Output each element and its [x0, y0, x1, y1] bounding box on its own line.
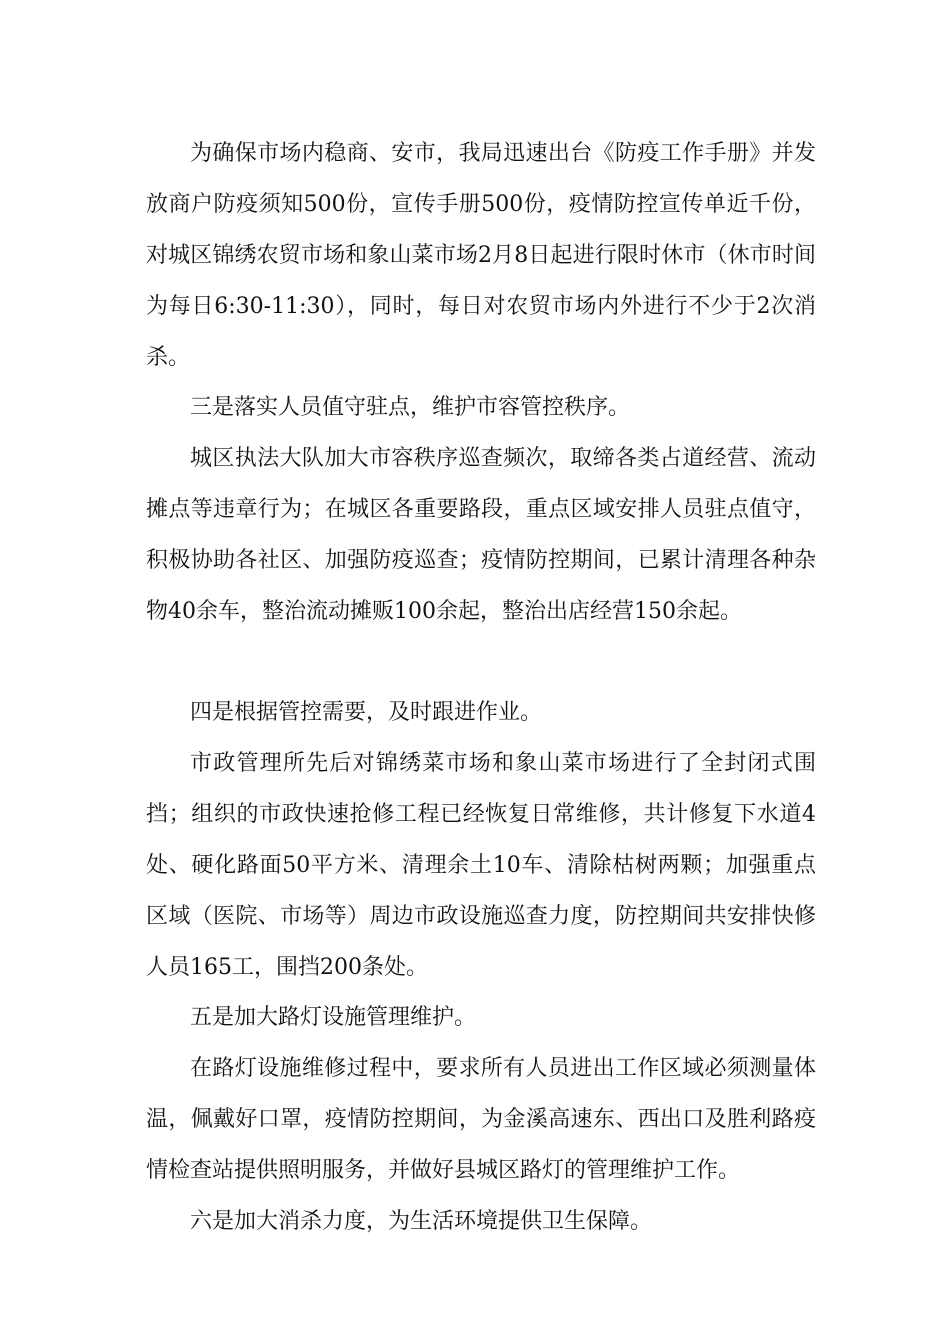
paragraph-street-lights: 在路灯设施维修过程中，要求所有人员进出工作区域必须测量体温，佩戴好口罩，疫情防控期间，为金溪高速东、西出口及胜利路疫情检查站提供照明服务，并做好县城区路灯的管理维护工作。 — [146, 1056, 816, 1183]
heading-point-three: 三是落实人员值守驻点，维护市容管控秩序。 — [190, 395, 631, 420]
paragraph-municipal-works: 市政管理所先后对锦绣菜市场和象山菜市场进行了全封闭式围挡；组织的市政快速抢修工程已经恢复日常维修，共计修复下水道4处、硬化路面50平方米、清理余土10车、清除枯树两颗；加强重点区域（医院、市场等）周边市政设施巡查力度，防控期间共安排快修人员165工，围挡200条处。 — [146, 751, 816, 980]
heading-point-four: 四是根据管控需要，及时跟进作业。 — [190, 700, 543, 725]
paragraph-law-enforcement: 城区执法大队加大市容秩序巡查频次，取缔各类占道经营、流动摊点等违章行为；在城区各重要路段，重点区域安排人员驻点值守，积极协助各社区、加强防疫巡查；疫情防控期间，已累计清理各种杂物40余车，整治流动摊贩100余起，整治出店经营150余起。 — [146, 446, 816, 624]
heading-point-five: 五是加大路灯设施管理维护。 — [190, 1005, 477, 1030]
paragraph-market-control: 为确保市场内稳商、安市，我局迅速出台《防疫工作手册》并发放商户防疫须知500份，宣传手册500份，疫情防控宣传单近千份，对城区锦绣农贸市场和象山菜市场2月8日起进行限时休市（休市时间为每日6:30-11:30），同时，每日对农贸市场内外进行不少于2次消杀。 — [146, 141, 817, 370]
heading-point-six: 六是加大消杀力度，为生活环境提供卫生保障。 — [190, 1209, 653, 1234]
